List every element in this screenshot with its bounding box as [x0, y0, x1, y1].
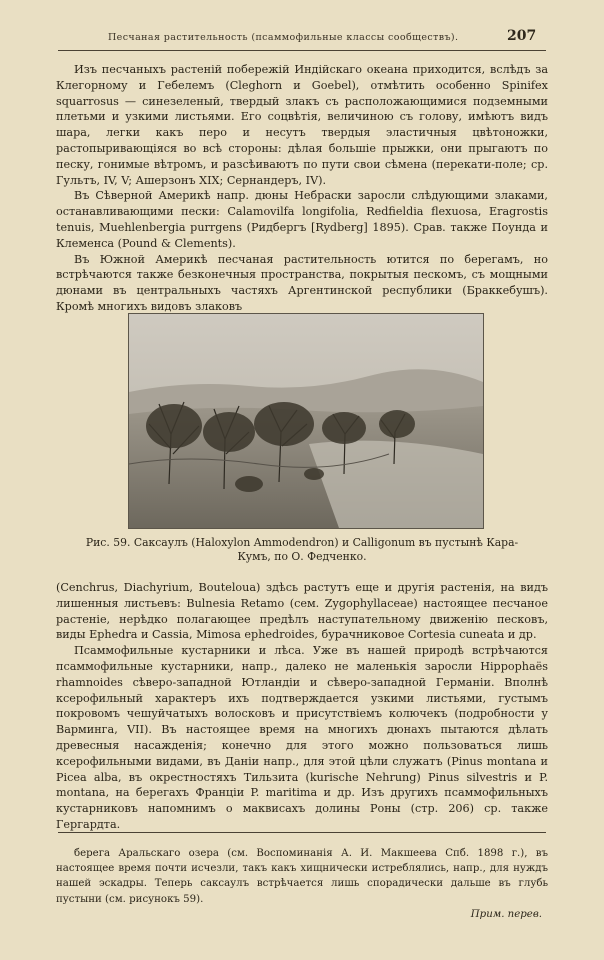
paragraph: Изъ песчаныхъ растеній побережій Индійскаго океана приходится, вслѣдъ за Клегорному и Гебелемъ (Cleghorn и Goebel), отмѣтить особенно Spinifex squarrosus — синезеленый, твердый злакъ съ расположающимися подземными плетьми и узкими листьями. Его соцвѣтія, величиною съ голову, имѣютъ видъ шара, легки какъ перо и несутъ твердыя эластичныя цвѣтоножки, растопыривающіяся во всѣ стороны: дѣлая большіе прыжки, они прыгаютъ по песку, гонимые вѣтромъ, и разсѣиваютъ по пути свои сѣмена (перекати-поле; ср. Гультъ, IV, V; Ашерзонъ XIX; Сернандеръ, IV). — [56, 63, 548, 187]
figure-caption: Рис. 59. Саксаулъ (Haloxylon Ammodendron) и Calligonum въ пустынѣ Кара-Кумъ, по О. Федченко. — [85, 536, 519, 563]
footnote-rule — [58, 832, 546, 833]
paragraph: Въ Сѣверной Америкѣ напр. дюны Небраски заросли слѣдующими злаками, останавливающими пески: Calamovilfa longifolia, Redfieldia flexuosa, Eragrostis tenuis, Muehlenbergia purrgens (Ридбергъ [Rydberg] 1895). Срав. также Поунда и Клеменса (Pound & Clements). — [56, 189, 548, 250]
footnote-text: берега Аральскаго озера (см. Воспоминанія А. И. Макшеева Спб. 1898 г.), въ настоящее время почти исчезли, такъ какъ хищнически истреблялись, напр., для нуждъ нашей эскадры. Теперь саксаулъ встрѣчается лишь спорадически дальше въ глубь пустыни (см. рисунокъ 59). — [56, 848, 548, 905]
page-number: 207 — [507, 28, 537, 44]
footnote-signature: Прим. перев. — [470, 908, 542, 920]
running-head: Песчаная растительность (псаммофильные классы сообществъ). — [108, 32, 459, 43]
body-text-top — [56, 62, 548, 315]
footnote — [56, 846, 548, 922]
desert-shrubs-illustration — [129, 314, 483, 528]
figure-photo — [128, 313, 484, 529]
paragraph: Въ Южной Америкѣ песчаная растительность ютится по берегамъ, но встрѣчаются также безконечныя пространства, покрытыя пескомъ, съ мощными дюнами въ центральныхъ частяхъ Аргентинской республики (Браккебушъ). Кромѣ многихъ видовъ злаковъ — [56, 252, 548, 313]
body-text-bottom — [56, 580, 548, 833]
header-rule — [58, 50, 546, 51]
paragraph: (Cenchrus, Diachyrium, Bouteloua) здѣсь растутъ еще и другія растенія, на видъ лишенныя листьевъ: Bulnesia Retamo (сем. Zygophyllaceae) настоящее песчаное растеніе, нерѣдко полагающее предѣлъ наступательному движенію песковъ, виды Ephedra и Cassia, Mimosa ephedroides, бурачниковое Cortesia cuneata и др. — [56, 581, 548, 642]
paragraph: Псаммофильные кустарники и лѣса. Уже въ нашей природѣ встрѣчаются псаммофильные кустарники, напр., далеко не маленькія заросли Hippophaës rhamnoides сѣверо-западной Ютландіи и сѣверо-западной Германіи. Вполнѣ ксерофильный характеръ ихъ подтверждается узкими листьями, густымъ покровомъ чешуйчатыхъ волосковъ и присутствіемъ колючекъ (подробности у Варминга, VII). Въ настоящее время на многихъ дюнахъ пытаются дѣлать древесныя насажденія; конечно для этого можно пользоваться лишь ксерофильными видами, въ Даніи напр., для этой цѣли служатъ (Pinus montana и Picea alba, въ окрестностяхъ Тильзита (kurische Nehrung) Pinus silvestris и P. montana, на берегахъ Франціи P. maritima и др. Изъ другихъ псаммофильныхъ кустарниковъ напомнимъ о маквисахъ долины Роны (стр. 206) ср. также Гергардта. — [56, 644, 548, 831]
page-header — [0, 28, 604, 50]
